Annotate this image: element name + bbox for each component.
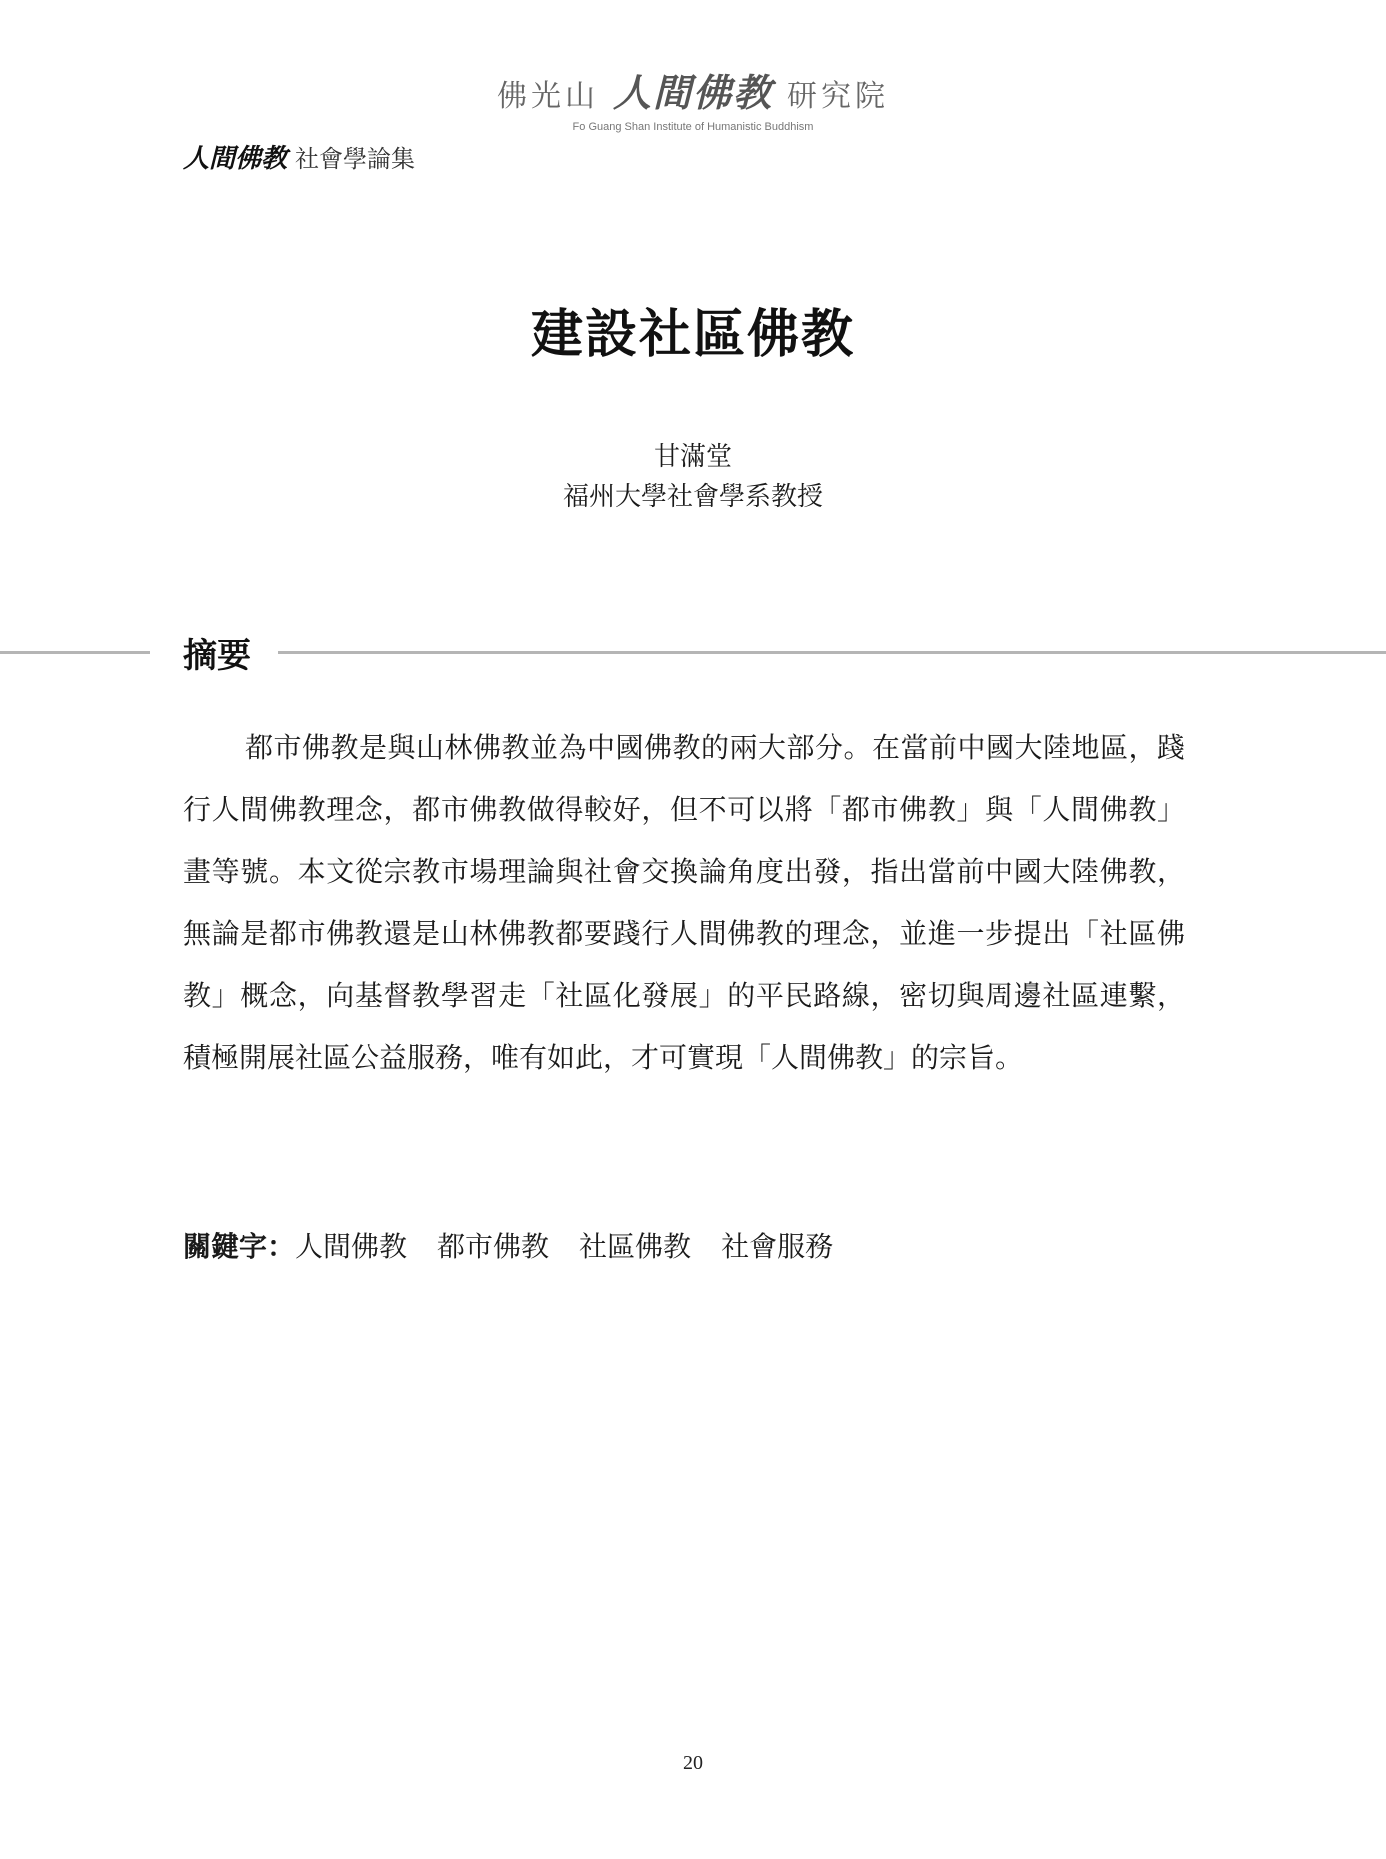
author-affiliation: 福州大學社會學系教授 xyxy=(562,482,823,512)
abstract-body: 都市佛教是與山林佛教並為中國佛教的兩大部分。在當前中國大陸地區，踐行人間佛教理念，都市佛教做得較好，但不可以將「都市佛教」與「人間佛教」畫等號。本文從宗教市場理論與社會交換論角度出發，指出當前中國大陸佛教，無論是都市佛教還是山林佛教都要踐行人間佛教的理念，並進一步提出「社區佛教」概念，向基督教學習走「社區化發展」的平民路線，密切與周邊社區連繫，積極開展社區公益服務，唯有如此，才可實現「人間佛教」的宗旨。 xyxy=(183,731,1185,1074)
keyword-item: 社會服務 xyxy=(721,1230,834,1263)
series-title-text: 社會學論集 xyxy=(295,145,416,173)
series-title xyxy=(183,138,415,175)
institute-brush-logo: 人間佛教 xyxy=(612,70,773,115)
abstract-divider-right xyxy=(278,651,1386,654)
keyword-item: 人間佛教 xyxy=(295,1230,408,1263)
page-number: 20 xyxy=(683,1752,703,1774)
abstract-heading: 摘要 xyxy=(183,636,251,676)
author-block xyxy=(0,437,1386,517)
keywords-label: 關鍵字： xyxy=(183,1230,296,1263)
author-name: 甘滿堂 xyxy=(653,442,732,472)
institute-prefix: 佛光山 xyxy=(496,79,599,114)
institute-english-name: Fo Guang Shan Institute of Humanistic Buddhism xyxy=(572,121,814,133)
keyword-item: 都市佛教 xyxy=(437,1230,550,1263)
institute-suffix: 研究院 xyxy=(787,79,889,114)
series-brush-logo: 人間佛教 xyxy=(183,144,288,174)
article-title: 建設社區佛教 xyxy=(530,304,855,365)
keyword-item: 社區佛教 xyxy=(579,1230,692,1263)
institute-header xyxy=(0,62,1386,133)
abstract-divider-left xyxy=(0,651,150,654)
institute-name xyxy=(497,62,889,117)
keywords-line xyxy=(183,1225,863,1265)
